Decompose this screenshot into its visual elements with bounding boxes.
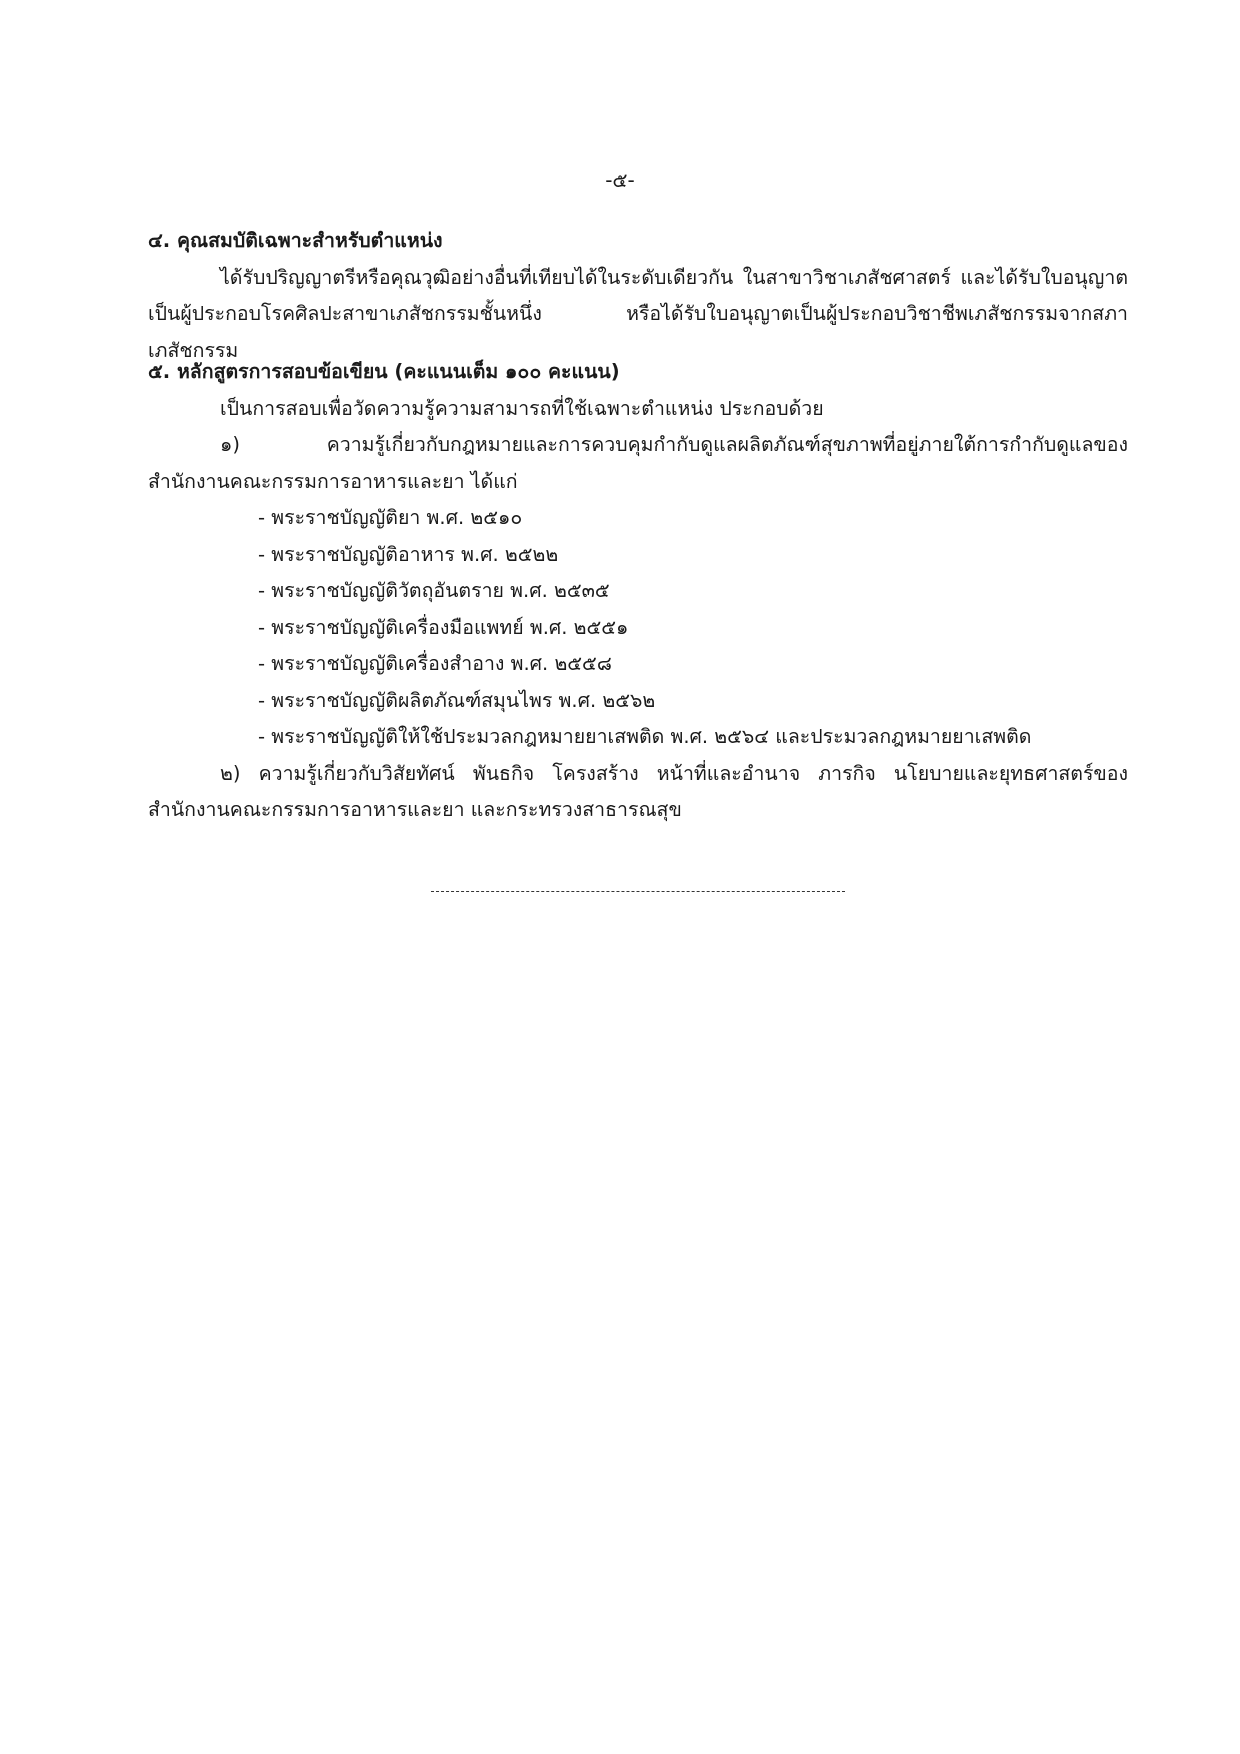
section-5-item-1: ๑) ความรู้เกี่ยวกับกฎหมายและการควบคุมกำกับดูแลผลิตภัณฑ์สุขภาพที่อยู่ภายใต้การกำกับดูแลของสำนักงานคณะกรรมการอาหารและยา ได้แก่	[148, 433, 1128, 493]
end-divider	[431, 891, 845, 892]
section-5-intro: เป็นการสอบเพื่อวัดความรู้ความสามารถที่ใช้เฉพาะตำแหน่ง ประกอบด้วย	[220, 396, 824, 420]
law-item: - พระราชบัญญัติเครื่องมือแพทย์ พ.ศ. ๒๕๕๑	[258, 615, 629, 639]
section-4-body: ได้รับปริญญาตรีหรือคุณวุฒิอย่างอื่นที่เทียบได้ในระดับเดียวกัน ในสาขาวิชาเภสัชศาสตร์ และได้รับใบอนุญาตเป็นผู้ประกอบโรคศิลปะสาขาเภสัชกรรมชั้นหนึ่ง หรือได้รับใบอนุญาตเป็นผู้ประกอบวิชาชีพเภสัชกรรมจากสภาเภสัชกรรม	[148, 265, 1128, 362]
page-number: -๕-	[605, 168, 635, 192]
law-item: - พระราชบัญญัติวัตถุอันตราย พ.ศ. ๒๕๓๕	[258, 579, 610, 602]
section-5-item-2: ๒) ความรู้เกี่ยวกับวิสัยทัศน์ พันธกิจ โครงสร้าง หน้าที่และอำนาจ ภารกิจ นโยบายและยุทธศาสตร์ของสำนักงานคณะกรรมการอาหารและยา และกระทรวงสาธารณสุข	[148, 761, 1128, 821]
law-item: - พระราชบัญญัติอาหาร พ.ศ. ๒๕๒๒	[258, 542, 559, 566]
law-item: - พระราชบัญญัติยา พ.ศ. ๒๕๑๐	[258, 506, 523, 529]
law-item: - พระราชบัญญัติผลิตภัณฑ์สมุนไพร พ.ศ. ๒๕๖๒	[258, 688, 656, 712]
section-4	[148, 223, 1128, 369]
law-item: - พระราชบัญญัติให้ใช้ประมวลกฎหมายยาเสพติด พ.ศ. ๒๕๖๔ และประมวลกฎหมายยาเสพติด	[258, 725, 1032, 748]
law-item: - พระราชบัญญัติเครื่องสำอาง พ.ศ. ๒๕๕๘	[258, 652, 612, 675]
section-4-heading: ๔. คุณสมบัติเฉพาะสำหรับตำแหน่ง	[148, 229, 443, 252]
section-5	[148, 354, 1128, 829]
section-5-heading: ๕. หลักสูตรการสอบข้อเขียน (คะแนนเต็ม ๑๐๐ คะแนน)	[148, 360, 620, 383]
